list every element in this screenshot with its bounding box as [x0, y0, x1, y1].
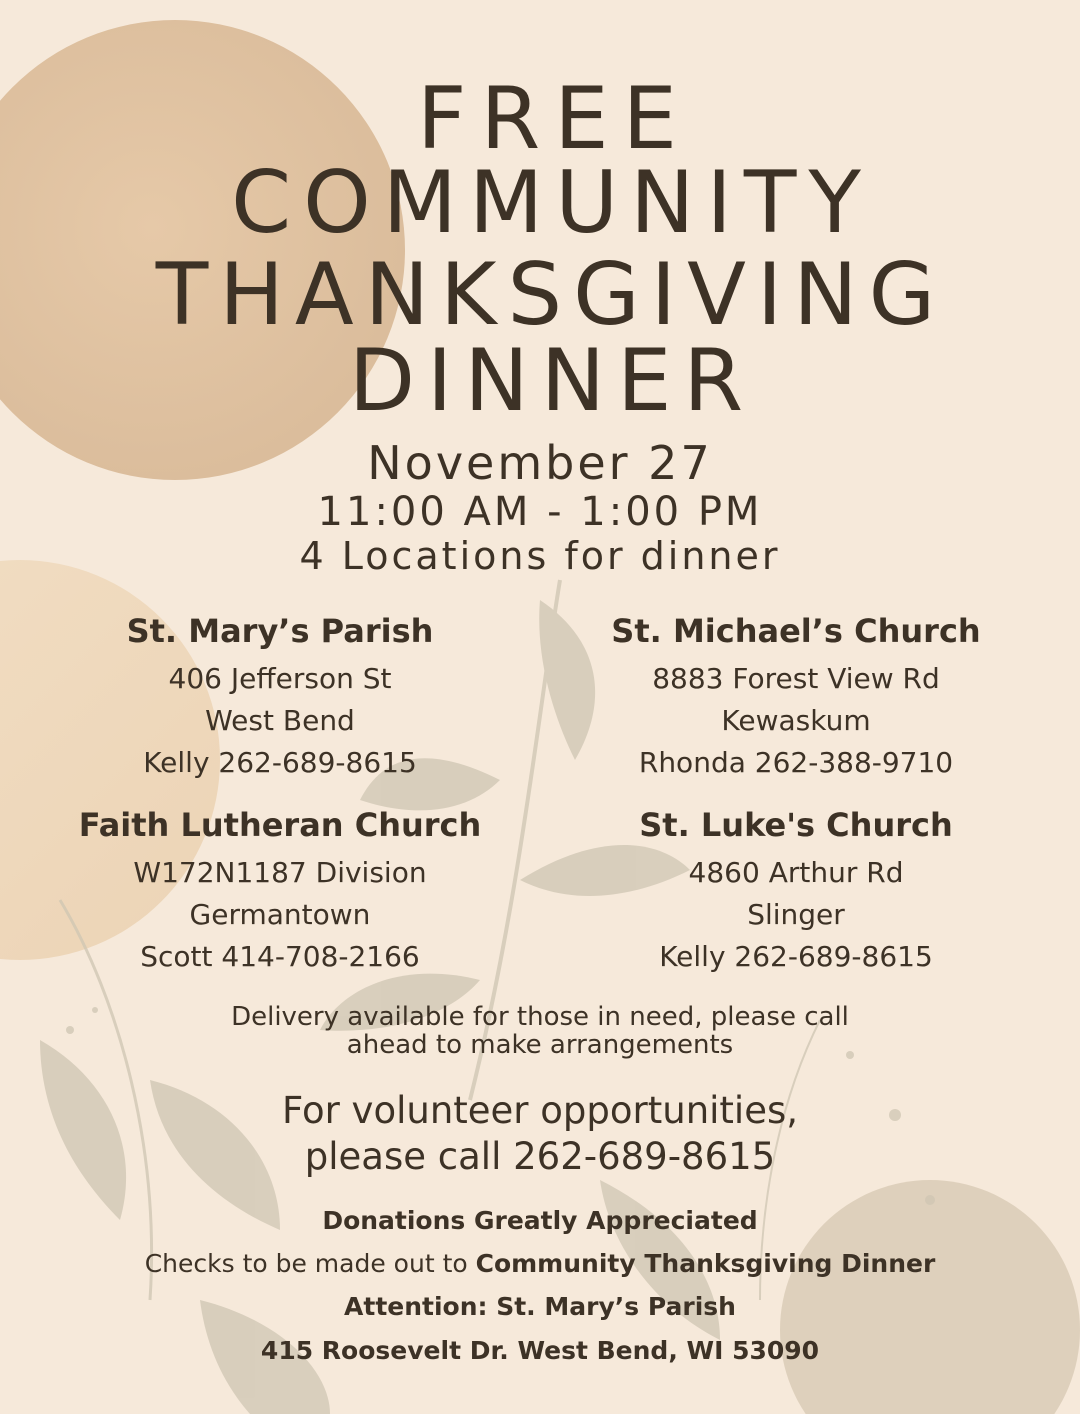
location-street: 4860 Arthur Rd — [688, 856, 904, 889]
location-st-michaels — [536, 612, 1056, 784]
title-line-thanksgiving: THANKSGIVING — [155, 245, 947, 345]
attention-line: Attention: St. Mary’s Parish — [344, 1292, 736, 1321]
location-contact: Kelly 262-689-8615 — [143, 746, 417, 779]
location-street: 406 Jefferson St — [168, 662, 392, 695]
location-contact: Scott 414-708-2166 — [140, 940, 420, 973]
location-st-lukes — [536, 806, 1056, 978]
title-line-community: COMMUNITY — [231, 153, 873, 253]
location-city: Kewaskum — [721, 704, 871, 737]
checks-payable-line — [0, 1248, 1080, 1280]
location-name: St. Michael’s Church — [611, 612, 981, 650]
location-contact: Kelly 262-689-8615 — [659, 940, 933, 973]
volunteer-line1: For volunteer opportunities, — [281, 1089, 799, 1132]
checks-prefix: Checks to be made out to — [144, 1249, 476, 1278]
event-date: November 27 — [367, 436, 713, 490]
location-street: W172N1187 Division — [133, 856, 427, 889]
location-faith-lutheran — [20, 806, 540, 978]
donations-title: Donations Greatly Appreciated — [322, 1206, 758, 1235]
location-city: Germantown — [189, 898, 371, 931]
volunteer-line2: please call 262-689-8615 — [304, 1135, 776, 1178]
location-city: West Bend — [205, 704, 355, 737]
location-city: Slinger — [747, 898, 845, 931]
location-name: St. Luke's Church — [639, 806, 953, 844]
delivery-note-line1: Delivery available for those in need, please call — [231, 1002, 849, 1032]
location-street: 8883 Forest View Rd — [652, 662, 940, 695]
location-st-marys — [20, 612, 540, 784]
title-line-free: FREE — [417, 69, 691, 169]
event-time: 11:00 AM - 1:00 PM — [317, 489, 763, 535]
checks-payee: Community Thanksgiving Dinner — [475, 1249, 936, 1278]
delivery-note-line2: ahead to make arrangements — [346, 1030, 734, 1060]
location-name: Faith Lutheran Church — [78, 806, 482, 844]
title-line-dinner: DINNER — [348, 331, 756, 431]
location-name: St. Mary’s Parish — [126, 612, 434, 650]
mailing-address: 415 Roosevelt Dr. West Bend, WI 53090 — [260, 1336, 820, 1365]
locations-count: 4 Locations for dinner — [299, 534, 781, 578]
location-contact: Rhonda 262-388-9710 — [638, 746, 954, 779]
